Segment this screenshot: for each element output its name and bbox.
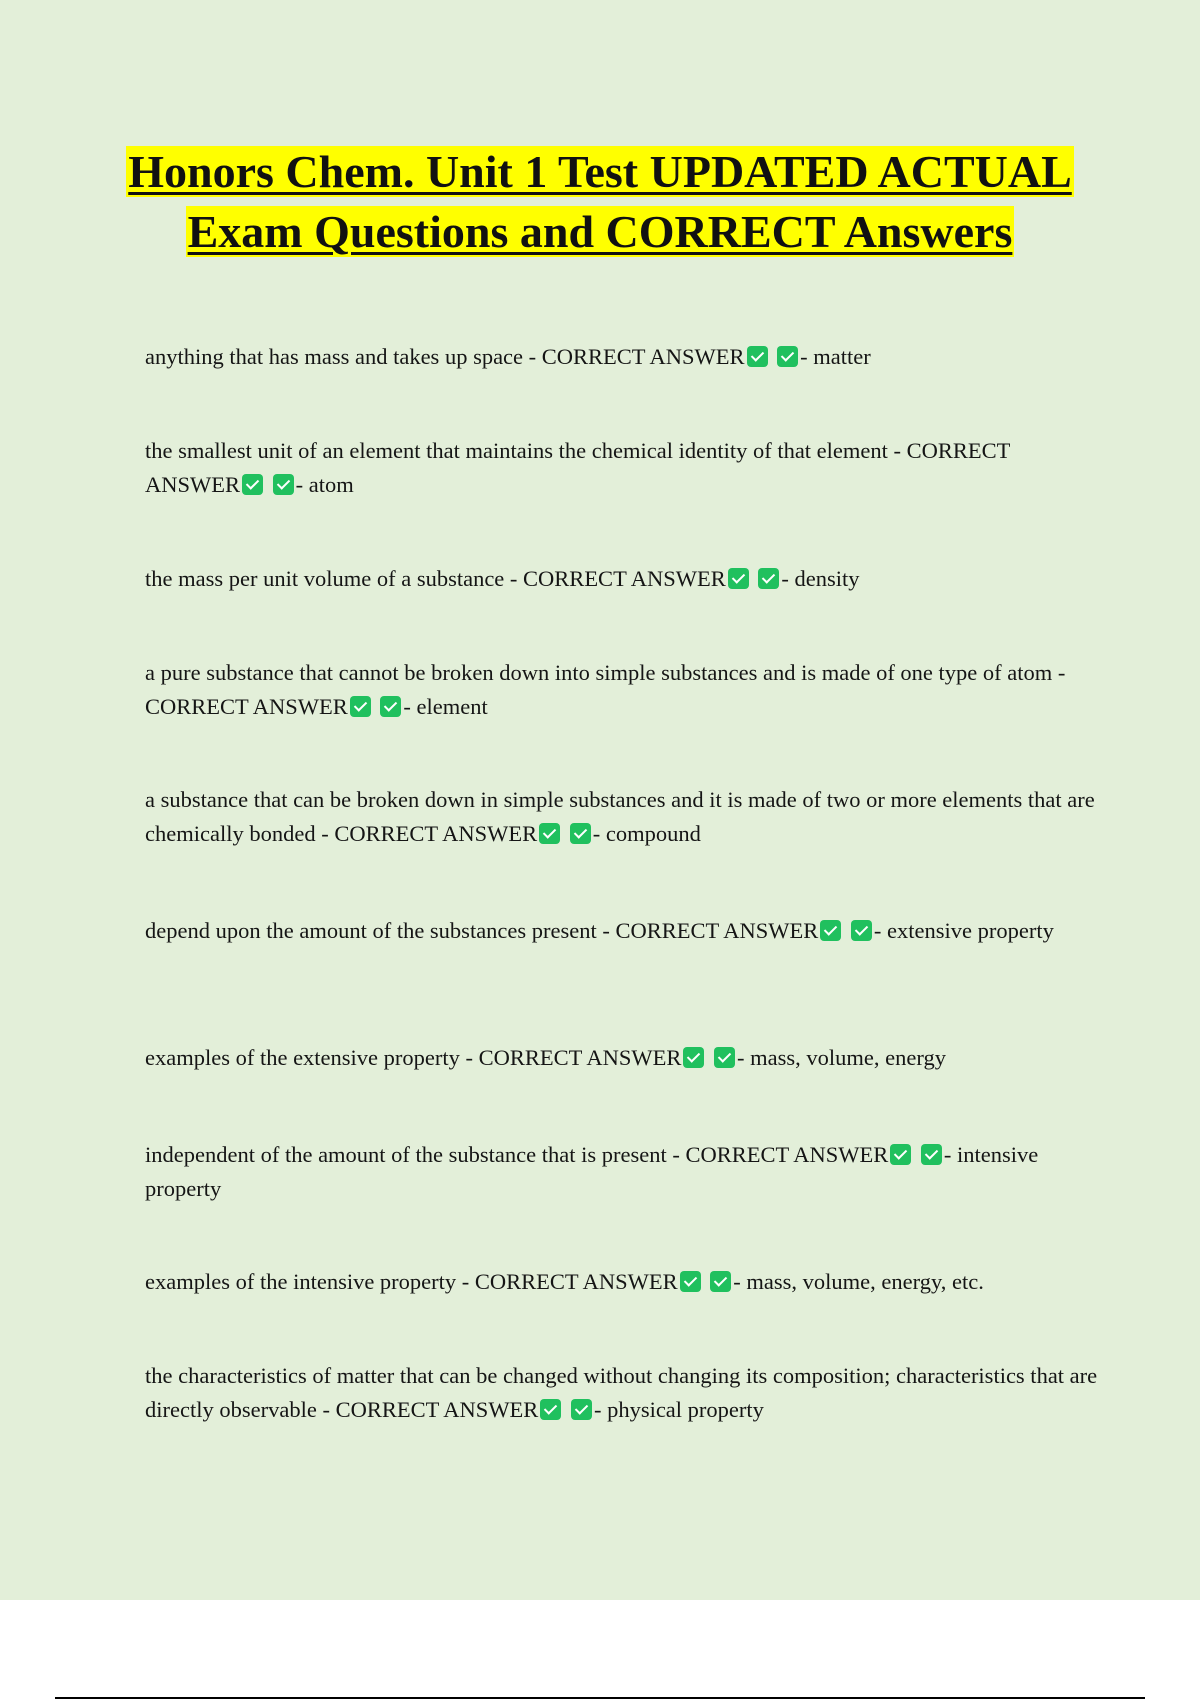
document-title-text: Honors Chem. Unit 1 Test UPDATED ACTUAL Exam Questions and CORRECT Answers <box>128 146 1072 257</box>
check-mark-icon <box>728 568 749 589</box>
check-mark-icon <box>350 696 371 717</box>
answer-text: compound <box>605 821 701 846</box>
qa-item: the characteristics of matter that can be changed without changing its composition; characteristics that are directly observable - CORRECT ANSWER - physical property <box>145 1363 1098 1422</box>
question-text: a substance that can be broken down in simple substances and it is made of two or more elements that are chemically bonded <box>145 787 1095 846</box>
check-mark-icon <box>570 823 591 844</box>
question-text: examples of the extensive property <box>145 1045 460 1070</box>
qa-item: examples of the intensive property - CORRECT ANSWER - mass, volume, energy, etc. <box>145 1269 984 1294</box>
answer-text: mass, volume, energy <box>750 1045 946 1070</box>
qa-item: independent of the amount of the substance that is present - CORRECT ANSWER - intensive property <box>145 1142 1039 1201</box>
question-text: depend upon the amount of the substances present <box>145 918 597 943</box>
answer-marker: CORRECT ANSWER <box>523 566 726 591</box>
check-mark-icon <box>380 696 401 717</box>
answer-marker: CORRECT ANSWER <box>334 821 538 846</box>
footer-divider <box>55 1697 1145 1699</box>
document-title <box>100 142 1100 262</box>
answer-text: intensive property <box>145 1142 1039 1201</box>
check-mark-icon <box>851 920 872 941</box>
question-text: the mass per unit volume of a substance <box>145 566 505 591</box>
answer-marker: CORRECT ANSWER <box>145 694 348 719</box>
answer-marker: CORRECT ANSWER <box>478 1045 682 1070</box>
answer-marker: CORRECT ANSWER <box>145 438 1011 497</box>
answer-text: physical property <box>607 1397 764 1422</box>
check-mark-icon <box>921 1144 942 1165</box>
question-text: anything that has mass and takes up space <box>145 344 524 369</box>
check-mark-icon <box>571 1399 592 1420</box>
answer-marker: CORRECT ANSWER <box>685 1142 889 1167</box>
answer-text: extensive property <box>887 918 1054 943</box>
answer-marker: CORRECT ANSWER <box>615 918 819 943</box>
check-mark-icon <box>890 1144 911 1165</box>
check-mark-icon <box>714 1047 735 1068</box>
check-mark-icon <box>539 823 560 844</box>
check-mark-icon <box>758 568 779 589</box>
answer-marker: CORRECT ANSWER <box>335 1397 539 1422</box>
question-text: the characteristics of matter that can be changed without changing its composition; characteristics that are directly observable <box>145 1363 1098 1422</box>
qa-item: a pure substance that cannot be broken down into simple substances and is made of one type of atom - CORRECT ANSWER - element <box>145 660 1066 719</box>
qa-item: depend upon the amount of the substances present - CORRECT ANSWER - extensive property <box>145 918 1054 943</box>
check-mark-icon <box>683 1047 704 1068</box>
check-mark-icon <box>710 1271 731 1292</box>
check-mark-icon <box>820 920 841 941</box>
answer-text: atom <box>308 472 354 497</box>
answer-marker: CORRECT ANSWER <box>474 1269 678 1294</box>
check-mark-icon <box>680 1271 701 1292</box>
answer-marker: CORRECT ANSWER <box>541 344 745 369</box>
check-mark-icon <box>242 474 263 495</box>
answer-text: element <box>416 694 488 719</box>
answer-text: density <box>794 566 860 591</box>
check-mark-icon <box>747 346 768 367</box>
question-text: the smallest unit of an element that maintains the chemical identity of that element <box>145 438 888 463</box>
qa-item: the mass per unit volume of a substance - CORRECT ANSWER - density <box>145 566 860 591</box>
check-mark-icon <box>273 474 294 495</box>
question-text: independent of the amount of the substance that is present <box>145 1142 667 1167</box>
answer-text: matter <box>813 344 871 369</box>
answer-text: mass, volume, energy, etc. <box>746 1269 984 1294</box>
qa-item: the smallest unit of an element that maintains the chemical identity of that element - CORRECT ANSWER - atom <box>145 438 1011 497</box>
check-mark-icon <box>540 1399 561 1420</box>
question-text: a pure substance that cannot be broken down into simple substances and is made of one type of atom <box>145 660 1053 685</box>
question-text: examples of the intensive property <box>145 1269 457 1294</box>
qa-item: examples of the extensive property - CORRECT ANSWER - mass, volume, energy <box>145 1045 946 1070</box>
qa-item: anything that has mass and takes up space - CORRECT ANSWER - matter <box>145 344 871 369</box>
check-mark-icon <box>777 346 798 367</box>
qa-item: a substance that can be broken down in simple substances and it is made of two or more elements that are chemically bonded - CORRECT ANSWER - compound <box>145 787 1095 846</box>
